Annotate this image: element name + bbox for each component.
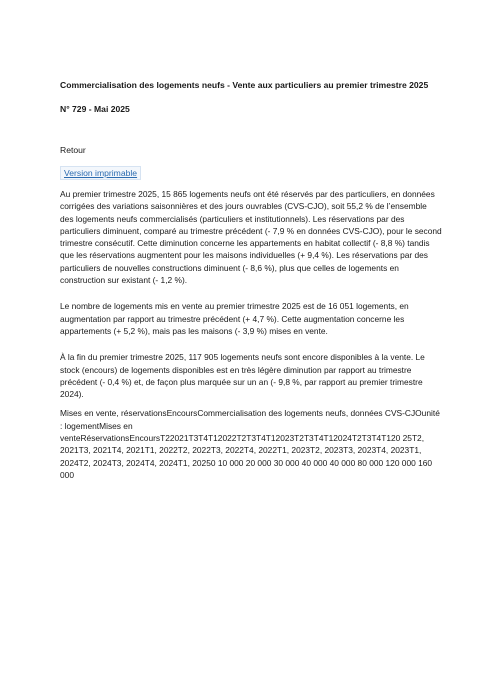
- back-link[interactable]: Retour: [60, 145, 86, 155]
- page-title: Commercialisation des logements neufs - Vente aux particuliers au premier trimestre 2025: [60, 80, 429, 90]
- paragraph-stock: À la fin du premier trimestre 2025, 117 905 logements neufs sont encore disponibles à la vente. Le stock (encours) de logements disponibles est en très légère diminution par rapport au trimestre précédent (- 0,4 %) et, de façon plus marquée sur un an (- 9,8 %, par rapport au premier trimestre 2024).: [60, 352, 425, 400]
- document-page: [60, 78, 442, 481]
- printable-version-link[interactable]: Version imprimable: [60, 166, 141, 180]
- issue-number: N° 729 - Mai 2025: [60, 104, 130, 114]
- paragraph-reservations: Au premier trimestre 2025, 15 865 logements neufs ont été réservés par des particuliers, en données corrigées des variations saisonnières et des jours ouvrables (CVS-CJO), soit 55,2 % de l’ensemble des logements neufs commercialisés (particuliers et institutionnels). Les réservations par des particuliers diminuent, comparé au trimestre précédent (- 7,9 % en données CVS-CJO), pour le second trimestre consécutif. Cette diminution concerne les appartements en habitat collectif (- 8,8 %) tandis que les réservations augmentent pour les maisons individuelles (+ 9,4 %). Les réservations par des particuliers de nouvelles constructions diminuent (- 8,6 %), plus que celles de logements en construction sur existant (- 1,2 %).: [60, 189, 442, 286]
- paragraph-chart-text: Mises en vente, réservationsEncoursCommercialisation des logements neufs, données CVS-CJOunité : logementMises en venteRéservationsEncoursT22021T3T4T12022T2T3T4T12023T2T3T4T12024T2T3T4T120 25T2, 2021T3, 2021T4, 2021T1, 2022T2, 2022T3, 2022T4, 2022T1, 2023T2, 2023T3, 2023T4, 2023T1, 2024T2, 2024T3, 2024T4, 2024T1, 20250 10 000 20 000 30 000 40 000 40 000 80 000 120 000 160 000: [60, 408, 440, 480]
- paragraph-mises-en-vente: Le nombre de logements mis en vente au premier trimestre 2025 est de 16 051 logements, en augmentation par rapport au trimestre précédent (+ 4,7 %). Cette augmentation concerne les appartements (+ 5,2 %), mais pas les maisons (- 3,9 %) mises en vente.: [60, 301, 409, 336]
